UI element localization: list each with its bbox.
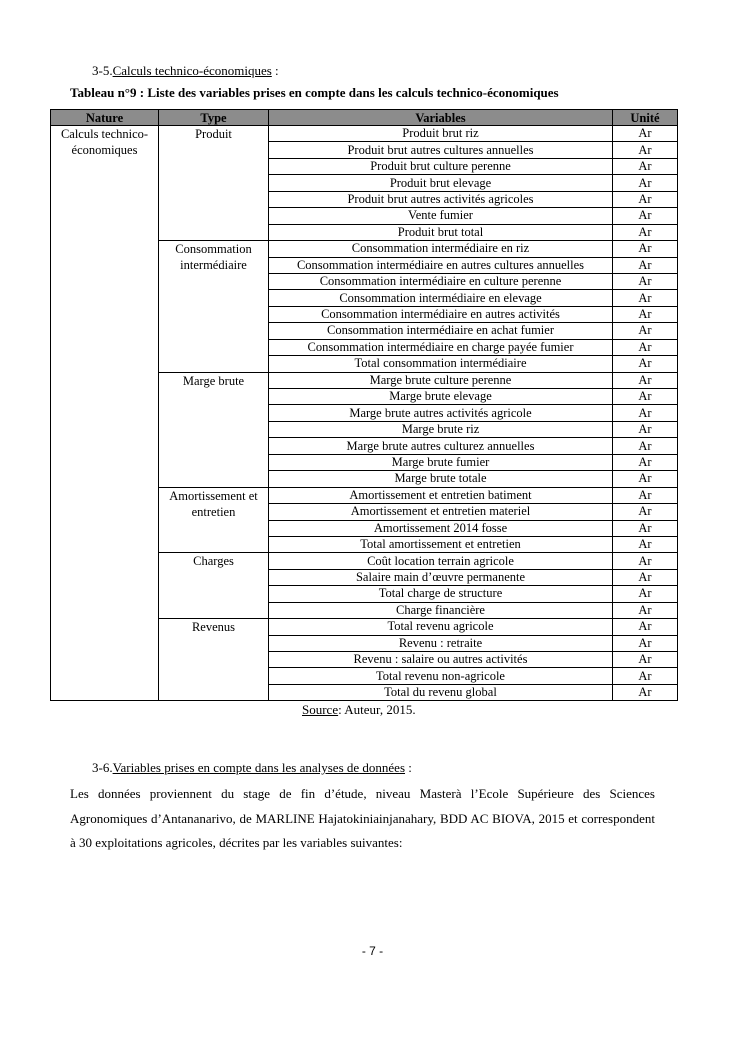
unit-cell: Ar (613, 126, 678, 142)
variable-cell: Total consommation intermédiaire (269, 356, 613, 372)
variable-cell: Charge financière (269, 602, 613, 618)
variable-cell: Marge brute totale (269, 471, 613, 487)
variable-cell: Amortissement et entretien materiel (269, 504, 613, 520)
table-header-row (51, 110, 678, 126)
unit-cell: Ar (613, 158, 678, 174)
variable-cell: Consommation intermédiaire en charge payée fumier (269, 339, 613, 355)
unit-cell: Ar (613, 520, 678, 536)
unit-cell: Ar (613, 454, 678, 470)
variable-cell: Marge brute autres culturez annuelles (269, 438, 613, 454)
table-row (51, 126, 678, 142)
variable-cell: Marge brute elevage (269, 389, 613, 405)
unit-cell: Ar (613, 389, 678, 405)
unit-cell: Ar (613, 635, 678, 651)
unit-cell: Ar (613, 471, 678, 487)
unit-cell: Ar (613, 372, 678, 388)
unit-cell: Ar (613, 619, 678, 635)
variable-cell: Revenu : salaire ou autres activités (269, 652, 613, 668)
unit-cell: Ar (613, 421, 678, 437)
variable-cell: Amortissement et entretien batiment (269, 487, 613, 503)
unit-cell: Ar (613, 487, 678, 503)
variable-cell: Total charge de structure (269, 586, 613, 602)
variable-cell: Total du revenu global (269, 684, 613, 700)
variable-cell: Salaire main d’œuvre permanente (269, 569, 613, 585)
unit-cell: Ar (613, 142, 678, 158)
variable-cell: Marge brute riz (269, 421, 613, 437)
unit-cell: Ar (613, 273, 678, 289)
type-cell: Marge brute (159, 372, 269, 487)
type-cell: Revenus (159, 619, 269, 701)
unit-cell: Ar (613, 306, 678, 322)
variable-cell: Vente fumier (269, 208, 613, 224)
unit-cell: Ar (613, 602, 678, 618)
variable-cell: Marge brute fumier (269, 454, 613, 470)
section-heading-3-6 (92, 760, 412, 776)
unit-cell: Ar (613, 569, 678, 585)
unit-cell: Ar (613, 652, 678, 668)
variable-cell: Produit brut autres activités agricoles (269, 191, 613, 207)
unit-cell: Ar (613, 257, 678, 273)
variable-cell: Produit brut elevage (269, 175, 613, 191)
variable-cell: Coût location terrain agricole (269, 553, 613, 569)
variable-cell: Produit brut autres cultures annuelles (269, 142, 613, 158)
nature-cell: Calculs technico-économiques (51, 126, 159, 701)
variable-cell: Consommation intermédiaire en elevage (269, 290, 613, 306)
section-title: Variables prises en compte dans les analyses de données (112, 760, 406, 775)
variable-cell: Produit brut total (269, 224, 613, 240)
body-paragraph: Les données proviennent du stage de fin d’étude, niveau Masterà l’Ecole Supérieure des Sciences Agronomiques d’Antananarivo, de MARLINE Hajatokiniainjanahary, BDD AC BIOVA, 2015 et correspondent à 30 exploitations agricoles, décrites par les variables suivantes: (70, 786, 655, 850)
page-number: - 7 - (361, 944, 384, 958)
variable-cell: Consommation intermédiaire en autres activités (269, 306, 613, 322)
type-cell: Amortissement et entretien (159, 487, 269, 553)
unit-cell: Ar (613, 586, 678, 602)
unit-cell: Ar (613, 684, 678, 700)
section-title: Calculs technico-économiques (112, 63, 272, 78)
variable-cell: Produit brut riz (269, 126, 613, 142)
unit-cell: Ar (613, 175, 678, 191)
header-type: Type (159, 110, 269, 126)
section-suffix: : (271, 63, 279, 78)
variable-cell: Total revenu non-agricole (269, 668, 613, 684)
unit-cell: Ar (613, 241, 678, 257)
variable-cell: Marge brute autres activités agricole (269, 405, 613, 421)
table-source (302, 702, 416, 718)
variable-cell: Consommation intermédiaire en autres cultures annuelles (269, 257, 613, 273)
variable-cell: Consommation intermédiaire en achat fumier (269, 323, 613, 339)
source-text: : Auteur, 2015. (338, 702, 416, 717)
unit-cell: Ar (613, 536, 678, 552)
source-label: Source (302, 702, 339, 717)
variable-cell: Total amortissement et entretien (269, 536, 613, 552)
type-cell: Charges (159, 553, 269, 619)
header-unit: Unité (613, 110, 678, 126)
unit-cell: Ar (613, 356, 678, 372)
unit-cell: Ar (613, 438, 678, 454)
variable-cell: Consommation intermédiaire en culture perenne (269, 273, 613, 289)
section-number: 3-5. (92, 63, 113, 78)
unit-cell: Ar (613, 553, 678, 569)
table-caption: Tableau n°9 : Liste des variables prises en compte dans les calculs technico-économiques (70, 85, 559, 100)
unit-cell: Ar (613, 504, 678, 520)
variable-cell: Marge brute culture perenne (269, 372, 613, 388)
unit-cell: Ar (613, 405, 678, 421)
header-variables: Variables (269, 110, 613, 126)
unit-cell: Ar (613, 224, 678, 240)
variable-cell: Produit brut culture perenne (269, 158, 613, 174)
section-heading-3-5 (92, 63, 279, 79)
variables-table (50, 109, 678, 701)
unit-cell: Ar (613, 290, 678, 306)
header-nature: Nature (51, 110, 159, 126)
unit-cell: Ar (613, 191, 678, 207)
unit-cell: Ar (613, 208, 678, 224)
section-number: 3-6. (92, 760, 113, 775)
variable-cell: Consommation intermédiaire en riz (269, 241, 613, 257)
unit-cell: Ar (613, 323, 678, 339)
table-body (51, 126, 678, 701)
unit-cell: Ar (613, 339, 678, 355)
section-suffix: : (405, 760, 412, 775)
type-cell: Consommation intermédiaire (159, 241, 269, 373)
variable-cell: Total revenu agricole (269, 619, 613, 635)
unit-cell: Ar (613, 668, 678, 684)
variable-cell: Amortissement 2014 fosse (269, 520, 613, 536)
type-cell: Produit (159, 126, 269, 241)
variable-cell: Revenu : retraite (269, 635, 613, 651)
